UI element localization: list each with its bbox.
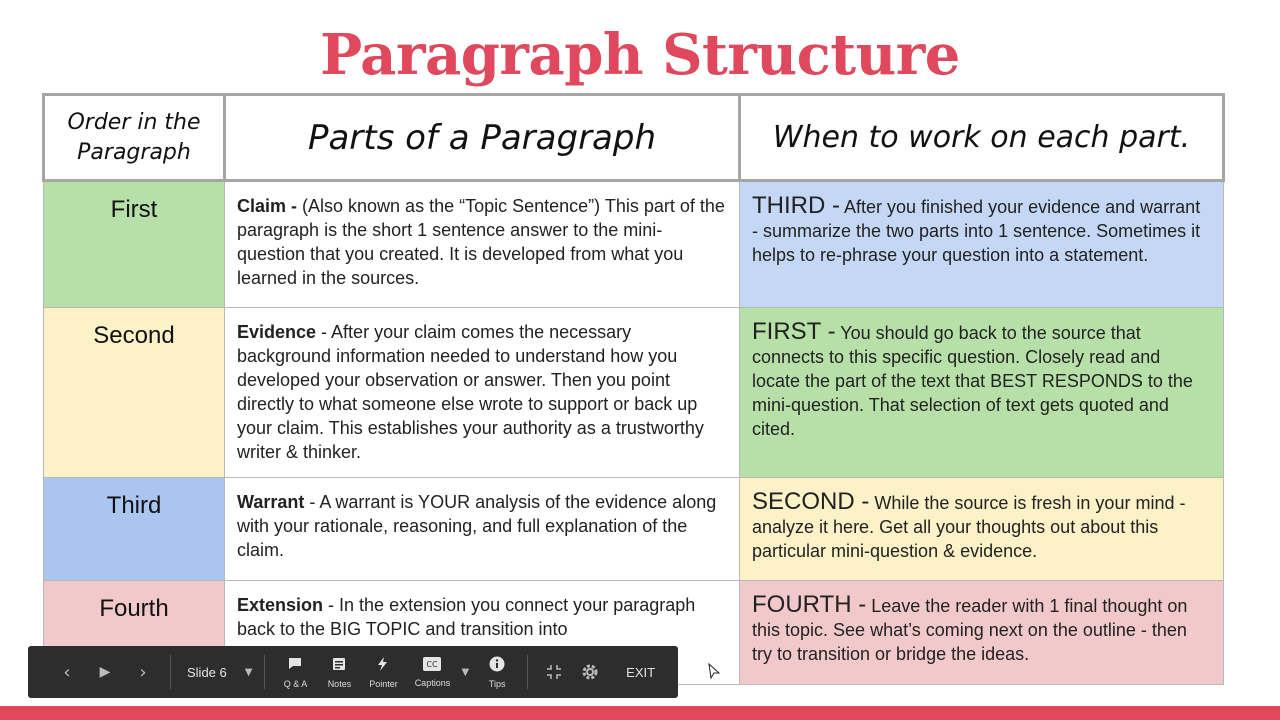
notes-icon <box>331 656 347 676</box>
part-text: (Also known as the “Topic Sentence”) This part of the paragraph is the short 1 sentence answer to the mini-question that you created. It is developed from what you learned in the sources. <box>237 196 725 288</box>
exit-fullscreen-icon[interactable] <box>536 646 572 698</box>
gear-icon[interactable] <box>572 646 608 698</box>
part-label: Evidence <box>237 322 317 342</box>
exit-button[interactable]: EXIT <box>626 664 656 680</box>
svg-text:CC: CC <box>426 659 439 669</box>
table-header-row <box>44 95 1224 181</box>
when-text: You should go back to the source that connects to this specific question. Closely read and locate the part of the text that BEST RESPONDS to the mini-question. That selection of text gets quoted and cited. <box>752 323 1193 439</box>
slide-title: Paragraph Structure <box>320 22 960 88</box>
part-label: Claim - <box>237 196 298 216</box>
tips-button[interactable] <box>475 646 519 698</box>
when-lead: FIRST - <box>752 318 836 345</box>
when-lead: FOURTH - <box>752 591 867 618</box>
header-order-label: Order in the Paragraph <box>67 109 201 165</box>
header-when <box>740 95 1224 181</box>
paragraph-table <box>42 93 1222 685</box>
notes-button[interactable] <box>317 646 361 698</box>
part-cell <box>225 308 740 478</box>
presenter-control-bar <box>28 646 678 698</box>
play-icon[interactable]: ▶ <box>99 664 111 680</box>
when-text: While the source is fresh in your mind - analyze it here. Get all your thoughts out about this particular mini-question & evidence. <box>752 493 1186 561</box>
notes-label: Notes <box>327 678 352 689</box>
slide-selector[interactable]: Slide 6 <box>187 664 227 680</box>
part-label: Extension <box>237 595 324 615</box>
qa-label: Q & A <box>283 678 308 689</box>
part-text: - A warrant is YOUR analysis of the evidence along with your rationale, reasoning, and full explanation of the claim. <box>237 492 717 560</box>
captions-icon <box>423 657 441 675</box>
when-cell <box>740 181 1224 308</box>
chevron-left-icon[interactable]: ‹ <box>63 661 71 683</box>
when-cell <box>740 308 1224 478</box>
when-text: Leave the reader with 1 final thought on this topic. See what’s coming next on the outline - then try to transition or bridge the ideas. <box>752 596 1188 664</box>
header-parts <box>225 95 740 181</box>
qa-icon <box>287 656 303 676</box>
part-text: - In the extension you connect your paragraph back to the BIG TOPIC and transition into <box>237 595 696 639</box>
qa-button[interactable] <box>273 646 317 698</box>
header-when-label: When to work on each part. <box>772 120 1191 155</box>
part-cell <box>225 478 740 581</box>
when-cell <box>740 478 1224 581</box>
tips-icon <box>489 656 505 676</box>
part-cell <box>225 181 740 308</box>
header-order <box>44 95 225 181</box>
divider <box>527 655 528 689</box>
when-lead: SECOND - <box>752 488 870 515</box>
when-cell <box>740 581 1224 685</box>
order-cell: Fourth <box>44 581 225 685</box>
bottom-accent-bar <box>0 706 1280 720</box>
when-text: After you finished your evidence and warrant - summarize the two parts into 1 sentence. Sometimes it helps to re-phrase your question into a statement. <box>752 197 1201 265</box>
chevron-down-icon[interactable]: ▼ <box>461 666 470 678</box>
pointer-icon <box>375 656 391 676</box>
order-cell: Third <box>44 478 225 581</box>
divider <box>170 655 171 689</box>
table-row <box>44 308 1224 478</box>
pointer-label: Pointer <box>369 678 398 689</box>
tips-label: Tips <box>488 678 506 689</box>
captions-button[interactable] <box>405 646 459 698</box>
order-cell: First <box>44 181 225 308</box>
table-row <box>44 478 1224 581</box>
pointer-button[interactable] <box>361 646 405 698</box>
mouse-cursor-icon <box>708 663 720 683</box>
part-text: - After your claim comes the necessary background information needed to understand how you developed your observation or answer. Then you point directly to what someone else wrote to support or back up your claim. This establishes your authority as a trustworthy writer & thinker. <box>237 322 704 462</box>
part-label: Warrant <box>237 492 305 512</box>
divider <box>264 655 265 689</box>
structure-table <box>42 93 1225 685</box>
order-cell: Second <box>44 308 225 478</box>
table-row <box>44 181 1224 308</box>
when-lead: THIRD - <box>752 192 840 219</box>
header-parts-label: Parts of a Paragraph <box>307 117 657 158</box>
chevron-down-icon[interactable]: ▼ <box>244 666 253 678</box>
chevron-right-icon[interactable]: › <box>139 661 147 683</box>
captions-label: Captions <box>414 677 451 688</box>
